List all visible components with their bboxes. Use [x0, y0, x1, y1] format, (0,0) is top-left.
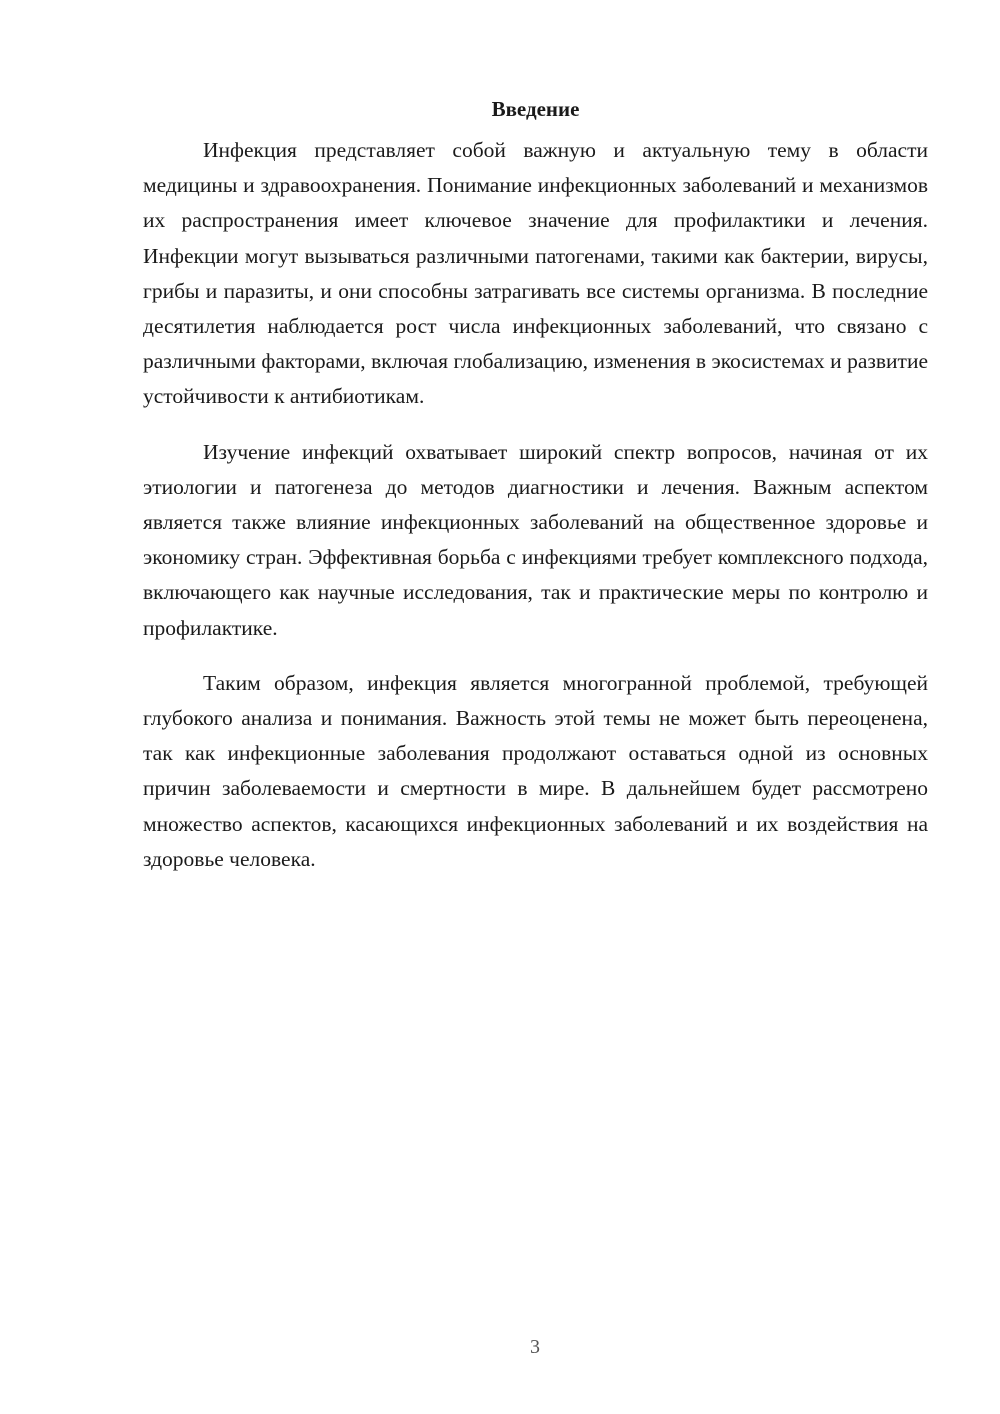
page-number: 3	[530, 1336, 540, 1358]
paragraph-3: Таким образом, инфекция является многогранной проблемой, требующей глубокого анализа и понимания. Важность этой темы не может быть переоценена, так как инфекционные заболевания продолжают оставаться одной из основных причин заболеваемости и смертности в мире. В дальнейшем будет рассмотрено множество аспектов, касающихся инфекционных заболеваний и их воздействия на здоровье человека.	[143, 670, 928, 871]
paragraph-1: Инфекция представляет собой важную и актуальную тему в области медицины и здравоохранения. Понимание инфекционных заболеваний и механизмов их распространения имеет ключевое значение для профилактики и лечения. Инфекции могут вызываться различными патогенами, такими как бактерии, вирусы, грибы и паразиты, и они способны затрагивать все системы организма. В последние десятилетия наблюдается рост числа инфекционных заболеваний, что связано с различными факторами, включая глобализацию, изменения в экосистемах и развитие устойчивости к антибиотикам.	[143, 138, 928, 409]
page-content	[143, 92, 928, 897]
paragraph-2: Изучение инфекций охватывает широкий спектр вопросов, начиная от их этиологии и патогенеза до методов диагностики и лечения. Важным аспектом является также влияние инфекционных заболеваний на общественное здоровье и экономику стран. Эффективная борьба с инфекциями требует комплексного подхода, включающего как научные исследования, так и практические меры по контролю и профилактике.	[143, 439, 928, 640]
section-heading: Введение	[491, 97, 580, 121]
